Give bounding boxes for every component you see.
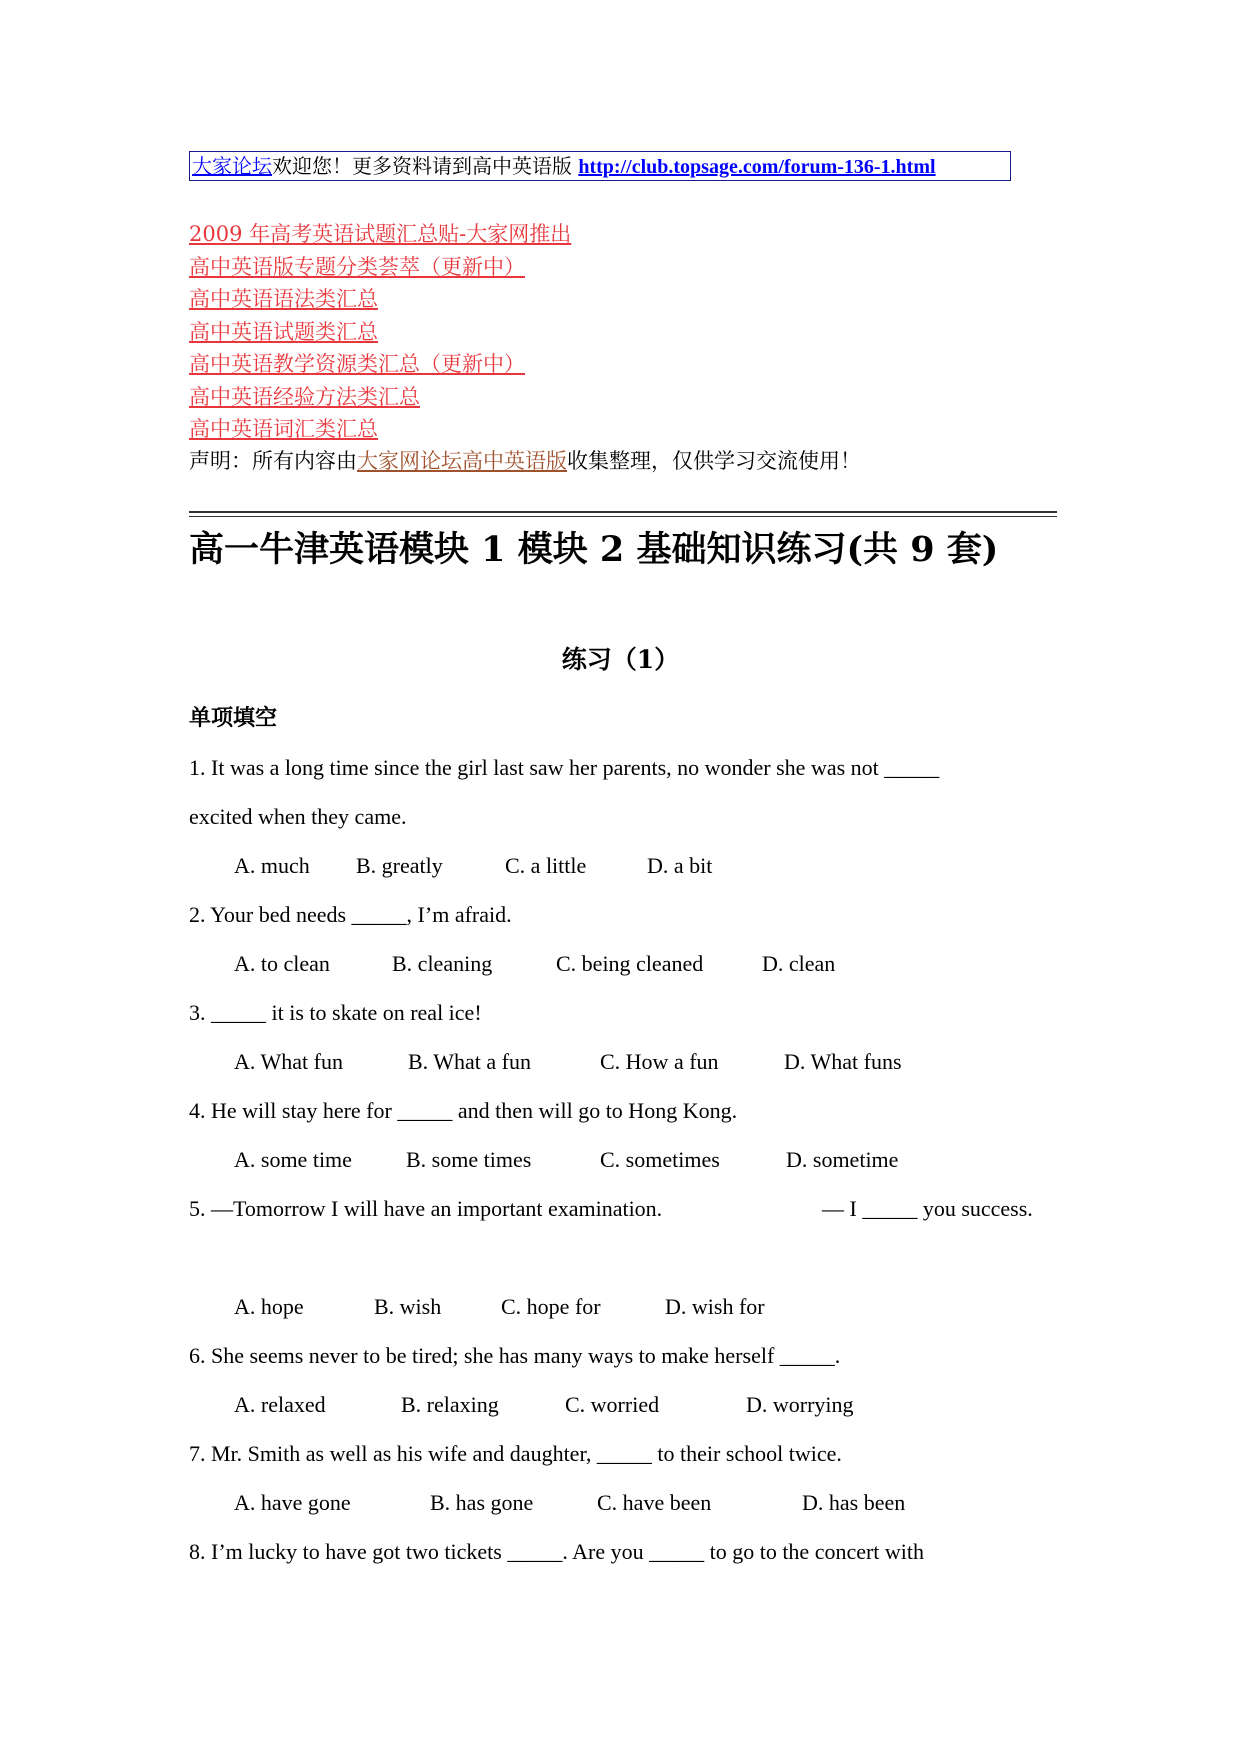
statement-suffix: 收集整理，仅供学习交流使用！ [567, 449, 861, 473]
option-b: B. relaxing [401, 1392, 499, 1417]
option-a: A. hope [234, 1294, 304, 1319]
option-d: D. has been [802, 1490, 906, 1515]
banner-welcome-text: 欢迎您！更多资料请到高中英语版 [272, 154, 579, 178]
option-b: B. has gone [430, 1490, 534, 1515]
exercise-heading: 练习（1） [561, 645, 680, 674]
statement-prefix: 声明：所有内容由 [189, 449, 357, 473]
option-d: D. worrying [746, 1392, 854, 1417]
option-c: C. being cleaned [556, 951, 704, 976]
option-c: C. hope for [501, 1294, 601, 1319]
question-3: 3. _____ it is to skate on real ice! [189, 1000, 482, 1025]
option-c: C. a little [505, 853, 587, 878]
question-5: 5. —Tomorrow I will have an important examination. [189, 1196, 663, 1221]
option-b: B. wish [374, 1294, 442, 1319]
resource-link[interactable]: 高中英语试题类汇总 [189, 319, 378, 344]
resource-link[interactable]: 2009 年高考英语试题汇总贴-大家网推出 [189, 222, 572, 246]
option-a: A. have gone [234, 1490, 351, 1515]
section-subheading: 单项填空 [189, 705, 278, 731]
resource-link[interactable]: 高中英语版专题分类荟萃（更新中） [189, 254, 525, 279]
option-a: A. What fun [234, 1049, 343, 1074]
resource-links [189, 218, 571, 446]
resource-link[interactable]: 高中英语经验方法类汇总 [189, 384, 420, 409]
divider-thick [189, 511, 1057, 513]
forum-banner [189, 151, 1011, 181]
option-d: D. What funs [784, 1049, 902, 1074]
question-4: 4. He will stay here for _____ and then will go to Hong Kong. [189, 1098, 738, 1123]
option-d: D. wish for [665, 1294, 765, 1319]
option-c: C. How a fun [600, 1049, 719, 1074]
option-c: C. have been [597, 1490, 712, 1515]
question-2: 2. Your bed needs _____, I’m afraid. [189, 902, 512, 927]
disclaimer-statement [189, 447, 861, 475]
question-6: 6. She seems never to be tired; she has many ways to make herself _____. [189, 1343, 841, 1368]
resource-link[interactable]: 高中英语教学资源类汇总（更新中） [189, 352, 525, 376]
question-8: 8. I’m lucky to have got two tickets _____. Are you _____ to go to the concert with [189, 1539, 925, 1564]
option-b: B. What a fun [408, 1049, 532, 1074]
question-5-reply: — I _____ you success. [822, 1196, 1033, 1221]
option-a: A. much [234, 853, 310, 878]
question-1-continued: excited when they came. [189, 804, 407, 829]
option-c: C. worried [565, 1392, 660, 1417]
option-d: D. clean [762, 951, 836, 976]
resource-link[interactable]: 高中英语语法类汇总 [189, 287, 378, 311]
option-b: B. greatly [356, 853, 443, 878]
question-1: 1. It was a long time since the girl last saw her parents, no wonder she was not _____ [189, 755, 940, 780]
option-a: A. relaxed [234, 1392, 326, 1417]
resource-link[interactable]: 高中英语词汇类汇总 [189, 417, 378, 441]
divider-thin [189, 516, 1057, 517]
option-b: B. cleaning [392, 951, 493, 976]
option-c: C. sometimes [600, 1147, 720, 1172]
question-7: 7. Mr. Smith as well as his wife and daughter, _____ to their school twice. [189, 1441, 842, 1466]
option-d: D. sometime [786, 1147, 899, 1172]
option-a: A. to clean [234, 951, 330, 976]
statement-forum-link[interactable]: 大家网论坛高中英语版 [357, 449, 567, 473]
option-a: A. some time [234, 1147, 352, 1172]
forum-site-link[interactable]: 大家论坛 [192, 154, 272, 178]
forum-url-link[interactable]: http://club.topsage.com/forum-136-1.html [578, 156, 936, 178]
option-b: B. some times [406, 1147, 532, 1172]
option-d: D. a bit [647, 853, 713, 878]
document-title: 高一牛津英语模块 1 模块 2 基础知识练习(共 9 套) [189, 529, 999, 570]
